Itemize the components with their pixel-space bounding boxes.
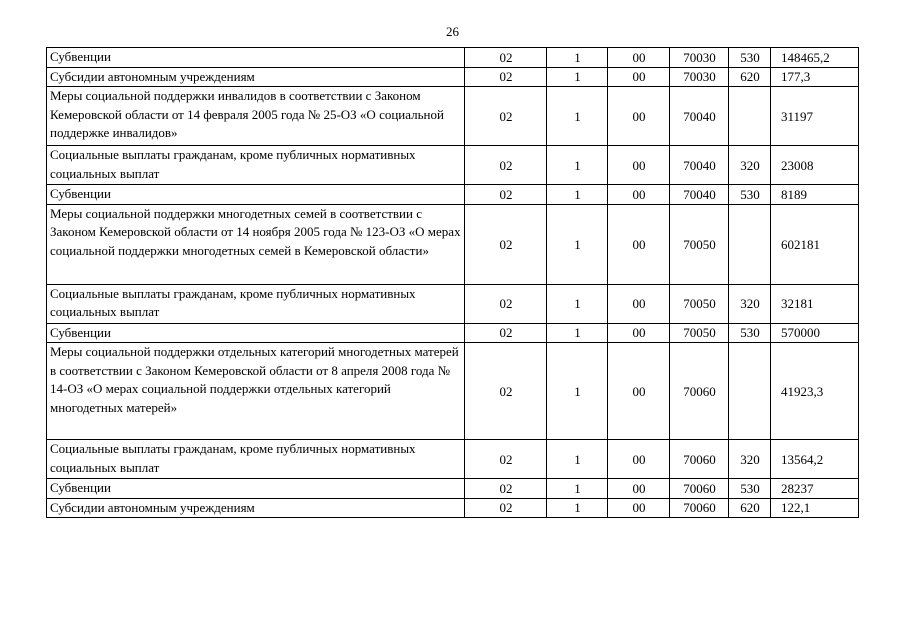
row-exp-type: 530 (729, 48, 771, 68)
row-name: Субсидии автономным учреждениям (47, 498, 465, 518)
table-row (47, 87, 859, 146)
row-exp-type: 320 (729, 284, 771, 323)
row-amount: 602181 (771, 204, 859, 284)
row-section: 02 (465, 146, 547, 185)
table-row (47, 146, 859, 185)
row-subsection: 1 (547, 323, 608, 343)
row-name: Субвенции (47, 323, 465, 343)
row-exp-type (729, 343, 771, 440)
row-name: Меры социальной поддержки инвалидов в соответствии с Законом Кемеровской области от 14 февраля 2005 года № 25-ОЗ «О социальной поддержке инвалидов» (47, 87, 465, 146)
row-section: 02 (465, 204, 547, 284)
row-program: 00 (608, 479, 670, 499)
row-amount: 41923,3 (771, 343, 859, 440)
table-row (47, 343, 859, 440)
row-amount: 122,1 (771, 498, 859, 518)
row-csr: 70050 (670, 204, 729, 284)
row-subsection: 1 (547, 479, 608, 499)
row-section: 02 (465, 185, 547, 205)
row-csr: 70040 (670, 87, 729, 146)
row-exp-type (729, 204, 771, 284)
row-program: 00 (608, 323, 670, 343)
row-name: Социальные выплаты гражданам, кроме публичных нормативных социальных выплат (47, 284, 465, 323)
row-subsection: 1 (547, 204, 608, 284)
row-program: 00 (608, 87, 670, 146)
row-name: Субвенции (47, 48, 465, 68)
row-name: Меры социальной поддержки отдельных категорий многодетных матерей в соответствии с Законом Кемеровской области от 8 апреля 2008 года № 14-ОЗ «О мерах социальной поддержки отдельных категорий многодетных матерей» (47, 343, 465, 440)
row-program: 00 (608, 146, 670, 185)
row-program: 00 (608, 440, 670, 479)
row-subsection: 1 (547, 146, 608, 185)
row-program: 00 (608, 498, 670, 518)
row-amount: 23008 (771, 146, 859, 185)
row-program: 00 (608, 67, 670, 87)
row-program: 00 (608, 204, 670, 284)
row-section: 02 (465, 323, 547, 343)
row-section: 02 (465, 343, 547, 440)
row-csr: 70060 (670, 479, 729, 499)
table-row (47, 48, 859, 68)
row-name: Меры социальной поддержки многодетных семей в соответствии с Законом Кемеровской области от 14 ноября 2005 года № 123-ОЗ «О мерах социальной поддержки многодетных семей в Кемеровской области» (47, 204, 465, 284)
row-exp-type: 620 (729, 498, 771, 518)
page-number: 26 (446, 24, 459, 39)
row-exp-type: 530 (729, 323, 771, 343)
row-csr: 70050 (670, 323, 729, 343)
row-subsection: 1 (547, 67, 608, 87)
row-exp-type: 320 (729, 146, 771, 185)
row-exp-type: 620 (729, 67, 771, 87)
table-row (47, 204, 859, 284)
row-program: 00 (608, 343, 670, 440)
row-csr: 70060 (670, 440, 729, 479)
row-csr: 70060 (670, 498, 729, 518)
row-section: 02 (465, 440, 547, 479)
row-name: Субсидии автономным учреждениям (47, 67, 465, 87)
row-section: 02 (465, 67, 547, 87)
budget-table (46, 47, 859, 518)
row-section: 02 (465, 48, 547, 68)
row-amount: 31197 (771, 87, 859, 146)
row-subsection: 1 (547, 440, 608, 479)
row-exp-type: 530 (729, 479, 771, 499)
row-amount: 570000 (771, 323, 859, 343)
row-subsection: 1 (547, 48, 608, 68)
table-row (47, 479, 859, 499)
table-row (47, 67, 859, 87)
table-row (47, 284, 859, 323)
row-exp-type: 320 (729, 440, 771, 479)
row-section: 02 (465, 284, 547, 323)
row-section: 02 (465, 87, 547, 146)
table-row (47, 323, 859, 343)
table-row (47, 185, 859, 205)
row-program: 00 (608, 284, 670, 323)
row-subsection: 1 (547, 87, 608, 146)
row-section: 02 (465, 479, 547, 499)
row-amount: 148465,2 (771, 48, 859, 68)
row-name: Субвенции (47, 185, 465, 205)
row-program: 00 (608, 185, 670, 205)
row-section: 02 (465, 498, 547, 518)
row-subsection: 1 (547, 284, 608, 323)
row-subsection: 1 (547, 343, 608, 440)
row-exp-type (729, 87, 771, 146)
row-name: Социальные выплаты гражданам, кроме публичных нормативных социальных выплат (47, 146, 465, 185)
row-subsection: 1 (547, 498, 608, 518)
row-program: 00 (608, 48, 670, 68)
row-subsection: 1 (547, 185, 608, 205)
row-name: Субвенции (47, 479, 465, 499)
row-csr: 70030 (670, 67, 729, 87)
row-amount: 177,3 (771, 67, 859, 87)
row-amount: 32181 (771, 284, 859, 323)
table-row (47, 440, 859, 479)
row-csr: 70050 (670, 284, 729, 323)
row-csr: 70060 (670, 343, 729, 440)
row-csr: 70030 (670, 48, 729, 68)
row-amount: 28237 (771, 479, 859, 499)
row-name: Социальные выплаты гражданам, кроме публичных нормативных социальных выплат (47, 440, 465, 479)
row-csr: 70040 (670, 185, 729, 205)
row-amount: 13564,2 (771, 440, 859, 479)
table-row (47, 498, 859, 518)
row-csr: 70040 (670, 146, 729, 185)
row-exp-type: 530 (729, 185, 771, 205)
row-amount: 8189 (771, 185, 859, 205)
